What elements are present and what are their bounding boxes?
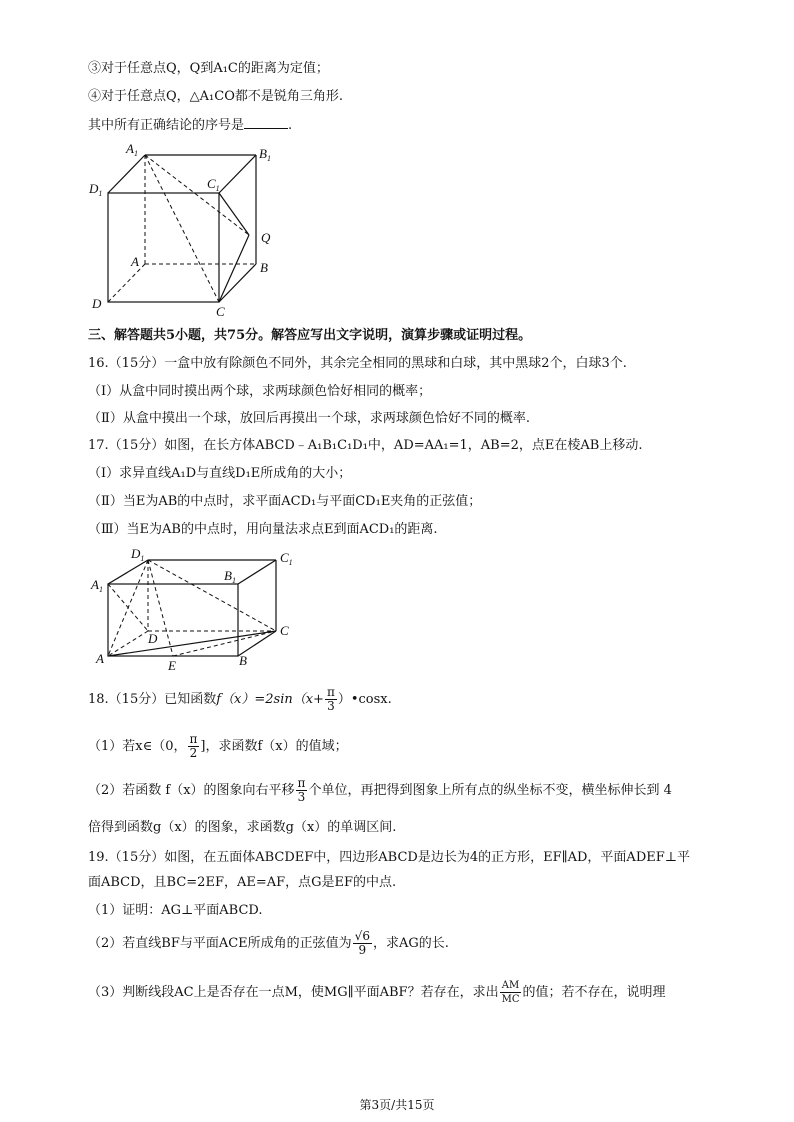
label-A1-sub: 1 xyxy=(133,149,138,158)
q18-stem xyxy=(88,686,392,714)
q18-part2-suffix: 个单位，再把得到图象上所有点的纵坐标不变，横坐标伸长到 4 xyxy=(308,783,672,798)
fraction-pi-over-3 xyxy=(325,686,337,713)
numerator: AM xyxy=(500,979,522,993)
svg-text:D1 xyxy=(130,546,144,563)
q17-cuboid-figure xyxy=(88,544,308,674)
denominator: MC xyxy=(501,994,520,1005)
q17-part1: （Ⅰ）求异直线A₁D与直线D₁E所成角的大小； xyxy=(88,466,352,481)
q19-part3-prefix: （3）判断线段AC上是否存在一点M，使MG∥平面ABF？若存在，求出 xyxy=(88,985,499,1000)
label-D1-sub: 1 xyxy=(98,189,103,198)
label-C1-sub: 1 xyxy=(215,184,220,193)
q17-part3: （Ⅲ）当E为AB的中点时，用向量法求点E到面ACD₁的距离. xyxy=(88,522,438,537)
q15-ask-text: 其中所有正确结论的序号是 xyxy=(88,118,245,133)
q18-part2-continued: 倍得到函数g（x）的图象，求函数g（x）的单调区间. xyxy=(88,820,397,835)
numerator: π xyxy=(297,776,306,790)
fraction-pi-over-3 xyxy=(296,777,308,804)
q19-part3 xyxy=(88,978,666,1008)
label-B1-sub: 1 xyxy=(266,154,271,163)
label-A1-sub: 1 xyxy=(98,585,103,594)
label-C1: C xyxy=(280,550,289,565)
numerator: π xyxy=(189,732,198,746)
q17-part2: （Ⅱ）当E为AB的中点时，求平面ACD₁与平面CD₁E夹角的正弦值； xyxy=(88,494,482,509)
numerator: π xyxy=(326,685,335,699)
label-D: D xyxy=(92,296,102,311)
label-A1: A xyxy=(126,141,134,156)
answer-blank xyxy=(244,116,288,129)
numerator: √6 xyxy=(354,929,370,943)
label-A1: A xyxy=(91,577,99,592)
q17-stem: 17.（15分）如图，在长方体ABCD﹣A₁B₁C₁D₁中，AD=AA₁=1，AB=2，点E在棱AB上移动. xyxy=(88,438,643,453)
q19-part1: （1）证明：AG⊥平面ABCD. xyxy=(88,903,263,918)
label-C: C xyxy=(216,304,225,318)
q19-part2-suffix: ，求AG的长. xyxy=(372,936,449,951)
denominator: 3 xyxy=(297,790,306,804)
label-D: D xyxy=(148,631,158,646)
svg-text:B1 xyxy=(224,568,236,585)
label-C1-sub: 1 xyxy=(288,558,293,567)
q15-cube-figure xyxy=(86,138,286,318)
q19-stem-line2: 面ABCD，且BC=2EF，AE=AF，点G是EF的中点. xyxy=(88,875,397,890)
denominator: 9 xyxy=(358,943,367,957)
q19-part2 xyxy=(88,929,449,959)
label-D1: D xyxy=(131,546,141,561)
denominator: 3 xyxy=(327,699,335,713)
denominator: 2 xyxy=(189,746,198,760)
svg-text:C1 xyxy=(207,176,220,193)
fraction-pi-over-2 xyxy=(188,733,200,760)
label-B1: B xyxy=(224,568,232,583)
svg-text:B1 xyxy=(259,146,271,163)
q18-function: f（x）=2sin（x+ xyxy=(216,692,324,707)
label-C1: C xyxy=(207,176,216,191)
svg-text:A1 xyxy=(90,577,103,594)
q16-stem: 16.（15分）一盒中放有除颜色不同外，其余完全相同的黑球和白球，其中黑球2个，白球3个. xyxy=(88,356,627,371)
label-B: B xyxy=(260,260,268,275)
label-B1: B xyxy=(259,146,267,161)
fraction-am-over-mc xyxy=(500,979,522,1006)
fraction-sqrt6-over-9 xyxy=(353,930,372,957)
q18-part1-prefix: （1）若x∈（0， xyxy=(88,739,187,754)
label-Q: Q xyxy=(261,230,271,245)
q18-part1-suffix: ]，求函数f（x）的值域； xyxy=(200,739,348,754)
svg-text:A1 xyxy=(125,141,138,158)
svg-text:D1 xyxy=(88,181,102,198)
svg-text:C1 xyxy=(280,550,293,567)
label-D1: D xyxy=(89,181,99,196)
q18-stem-suffix: ）•cosx. xyxy=(337,692,392,707)
q19-part3-suffix: 的值；若不存在，说明理 xyxy=(522,985,666,1000)
label-D1-sub: 1 xyxy=(140,554,145,563)
label-A: A xyxy=(131,254,139,269)
q16-part1: （Ⅰ）从盒中同时摸出两个球，求两球颜色恰好相同的概率； xyxy=(88,384,432,399)
q16-part2: （Ⅱ）从盒中摸出一个球，放回后再摸出一个球，求两球颜色恰好不同的概率. xyxy=(88,411,530,426)
q15-item4: ④对于任意点Q，△A₁CO都不是锐角三角形. xyxy=(88,89,343,104)
label-C: C xyxy=(280,623,289,638)
page-footer: 第3页/共15页 xyxy=(359,1098,435,1112)
label-A: A xyxy=(96,651,104,666)
label-B: B xyxy=(239,653,247,668)
q19-stem-line1: 19.（15分）如图，在五面体ABCDEF中，四边形ABCD是边长为4的正方形，EF∥AD，平面ADEF⊥平 xyxy=(88,850,690,865)
q18-stem-prefix: 18.（15分）已知函数 xyxy=(88,692,217,707)
q18-part2 xyxy=(88,777,672,805)
label-E: E xyxy=(168,658,176,673)
section-3-heading: 三、解答题共5小题，共75分。解答应写出文字说明，演算步骤或证明过程。 xyxy=(88,328,532,343)
q18-part1 xyxy=(88,733,348,761)
label-B1-sub: 1 xyxy=(231,576,236,585)
q15-question: 其中所有正确结论的序号是 . xyxy=(88,118,293,133)
q15-item3: ③对于任意点Q，Q到A₁C的距离为定值； xyxy=(88,61,329,76)
q19-part2-prefix: （2）若直线BF与平面ACE所成角的正弦值为 xyxy=(88,936,352,951)
q18-part2-prefix: （2）若函数 f（x）的图象向右平移 xyxy=(88,783,295,798)
